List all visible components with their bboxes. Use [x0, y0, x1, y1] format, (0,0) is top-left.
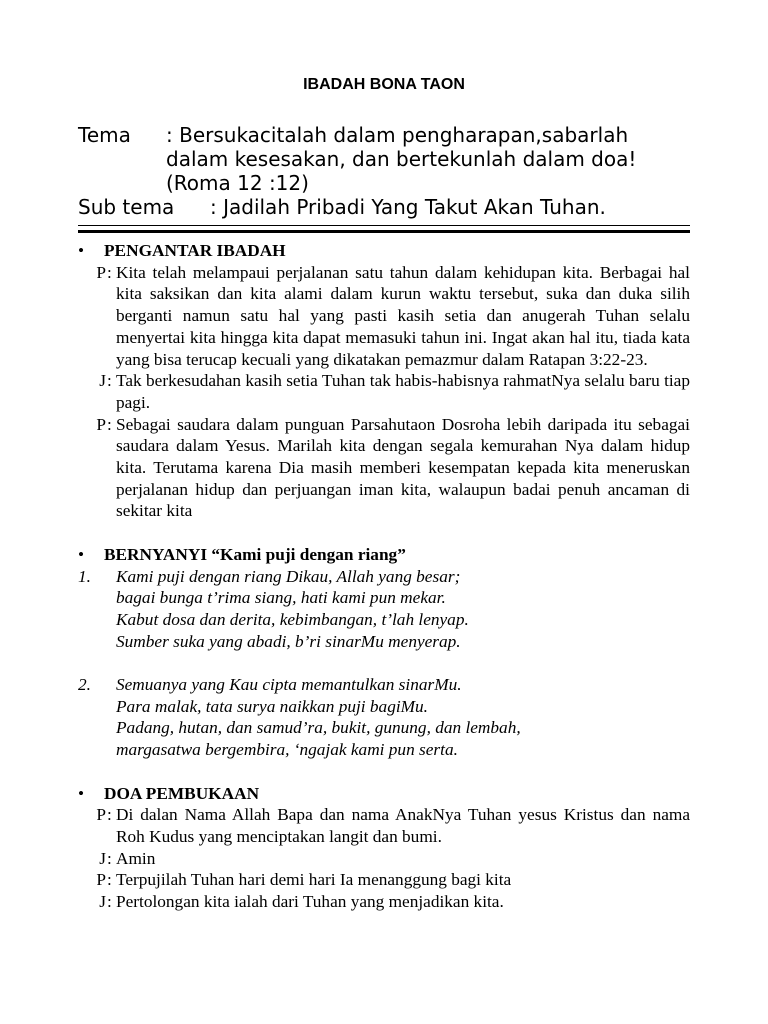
verse-number: 2.	[78, 675, 91, 695]
theme-line: (Roma 12 :12)	[166, 171, 309, 195]
section-heading-pengantar	[78, 240, 690, 262]
liturgy-entry	[78, 262, 690, 371]
entry-text: Tak berkesudahan kasih setia Tuhan tak habis-habisnya rahmatNya selalu baru tiap pagi.	[116, 371, 690, 412]
liturgy-entry	[78, 869, 690, 891]
verse-line: Kami puji dengan riang Dikau, Allah yang besar;	[116, 566, 461, 586]
theme-line: : Bersukacitalah dalam pengharapan,sabarlah	[166, 123, 629, 147]
hymn-verse	[78, 566, 690, 653]
entry-text: Sebagai saudara dalam punguan Parsahutaon Dosroha lebih daripada itu sebagai saudara dalam Yesus. Marilah kita dengan segala kemurahan Nya dalam hidup kita. Terutama karena Dia masih memberi kesempatan kepada kita meneruskan perjalanan hidup dan perjuangan iman kita, walaupun badai penuh ancaman di sekitar kita	[116, 414, 690, 521]
liturgy-entry	[78, 414, 690, 523]
liturgy-entry	[78, 370, 690, 413]
verse-line: Para malak, tata surya naikkan puji bagiMu.	[116, 696, 428, 716]
verse-line: Kabut dosa dan derita, kebimbangan, t’lah lenyap.	[116, 609, 469, 629]
speaker-label: P :	[96, 262, 112, 282]
theme-block	[78, 123, 718, 219]
verse-number: 1.	[78, 566, 91, 586]
theme-line: dalam kesesakan, dan bertekunlah dalam doa!	[166, 147, 637, 171]
theme-label: Tema	[78, 123, 131, 147]
sub-theme-row	[78, 195, 718, 219]
sub-theme-value: : Jadilah Pribadi Yang Takut Akan Tuhan.	[210, 195, 606, 219]
liturgy-entry	[78, 848, 690, 870]
section-heading-doa	[78, 783, 690, 805]
section-heading-bernyanyi	[78, 544, 690, 566]
speaker-label: P :	[96, 414, 112, 434]
section-title: BERNYANYI “Kami puji dengan riang”	[104, 544, 406, 564]
liturgy-entry	[78, 804, 690, 847]
theme-value	[166, 123, 718, 195]
verse-line: bagai bunga t’rima siang, hati kami pun mekar.	[116, 588, 446, 608]
section-title: PENGANTAR IBADAH	[104, 241, 286, 260]
bullet-icon: •	[78, 544, 85, 564]
document-title: IBADAH BONA TAON	[303, 76, 465, 93]
verse-line: margasatwa bergembira, ‘ngajak kami pun serta.	[116, 740, 458, 760]
verse-lines	[116, 566, 690, 653]
section-title: DOA PEMBUKAAN	[104, 783, 260, 803]
divider-thin	[78, 225, 690, 226]
speaker-label: J :	[99, 892, 112, 912]
speaker-label: P :	[96, 805, 112, 825]
entry-text: Terpujilah Tuhan hari demi hari Ia menanggung bagi kita	[116, 870, 512, 890]
liturgy-body	[78, 240, 690, 913]
theme-row	[78, 123, 718, 195]
entry-text: Pertolongan kita ialah dari Tuhan yang menjadikan kita.	[116, 892, 504, 912]
verse-line: Sumber suka yang abadi, b’ri sinarMu menyerap.	[116, 631, 461, 651]
bullet-icon: •	[78, 241, 85, 260]
verse-lines	[116, 674, 690, 761]
speaker-label: P :	[96, 870, 112, 890]
entry-text: Kita telah melampaui perjalanan satu tahun dalam kehidupan kita. Berbagai hal kita saksikan dan kita alami dalam kurun waktu tersebut, suka dan duka silih berganti namun satu hal yang pasti kasih setia dan anugerah Tuhan selalu menyertai kita hingga kita dapat memasuki tahun ini. Ingat akan hal itu, tiada kata yang bisa terucap kecuali yang dikatakan pemazmur dalam Ratapan 3:22-23.	[116, 262, 690, 369]
divider-thick	[78, 230, 690, 233]
speaker-label: J :	[99, 848, 112, 868]
sub-theme-label: Sub tema	[78, 195, 175, 219]
hymn-verse	[78, 674, 690, 761]
liturgy-entry	[78, 891, 690, 913]
verse-line: Semuanya yang Kau cipta memantulkan sinarMu.	[116, 675, 462, 695]
entry-text: Di dalan Nama Allah Bapa dan nama AnakNya Tuhan yesus Kristus dan nama Roh Kudus yang menciptakan langit dan bumi.	[116, 805, 690, 846]
entry-text: Amin	[116, 848, 156, 868]
bullet-icon: •	[78, 783, 85, 803]
verse-line: Padang, hutan, dan samud’ra, bukit, gunung, dan lembah,	[116, 718, 521, 738]
speaker-label: J :	[99, 371, 112, 391]
